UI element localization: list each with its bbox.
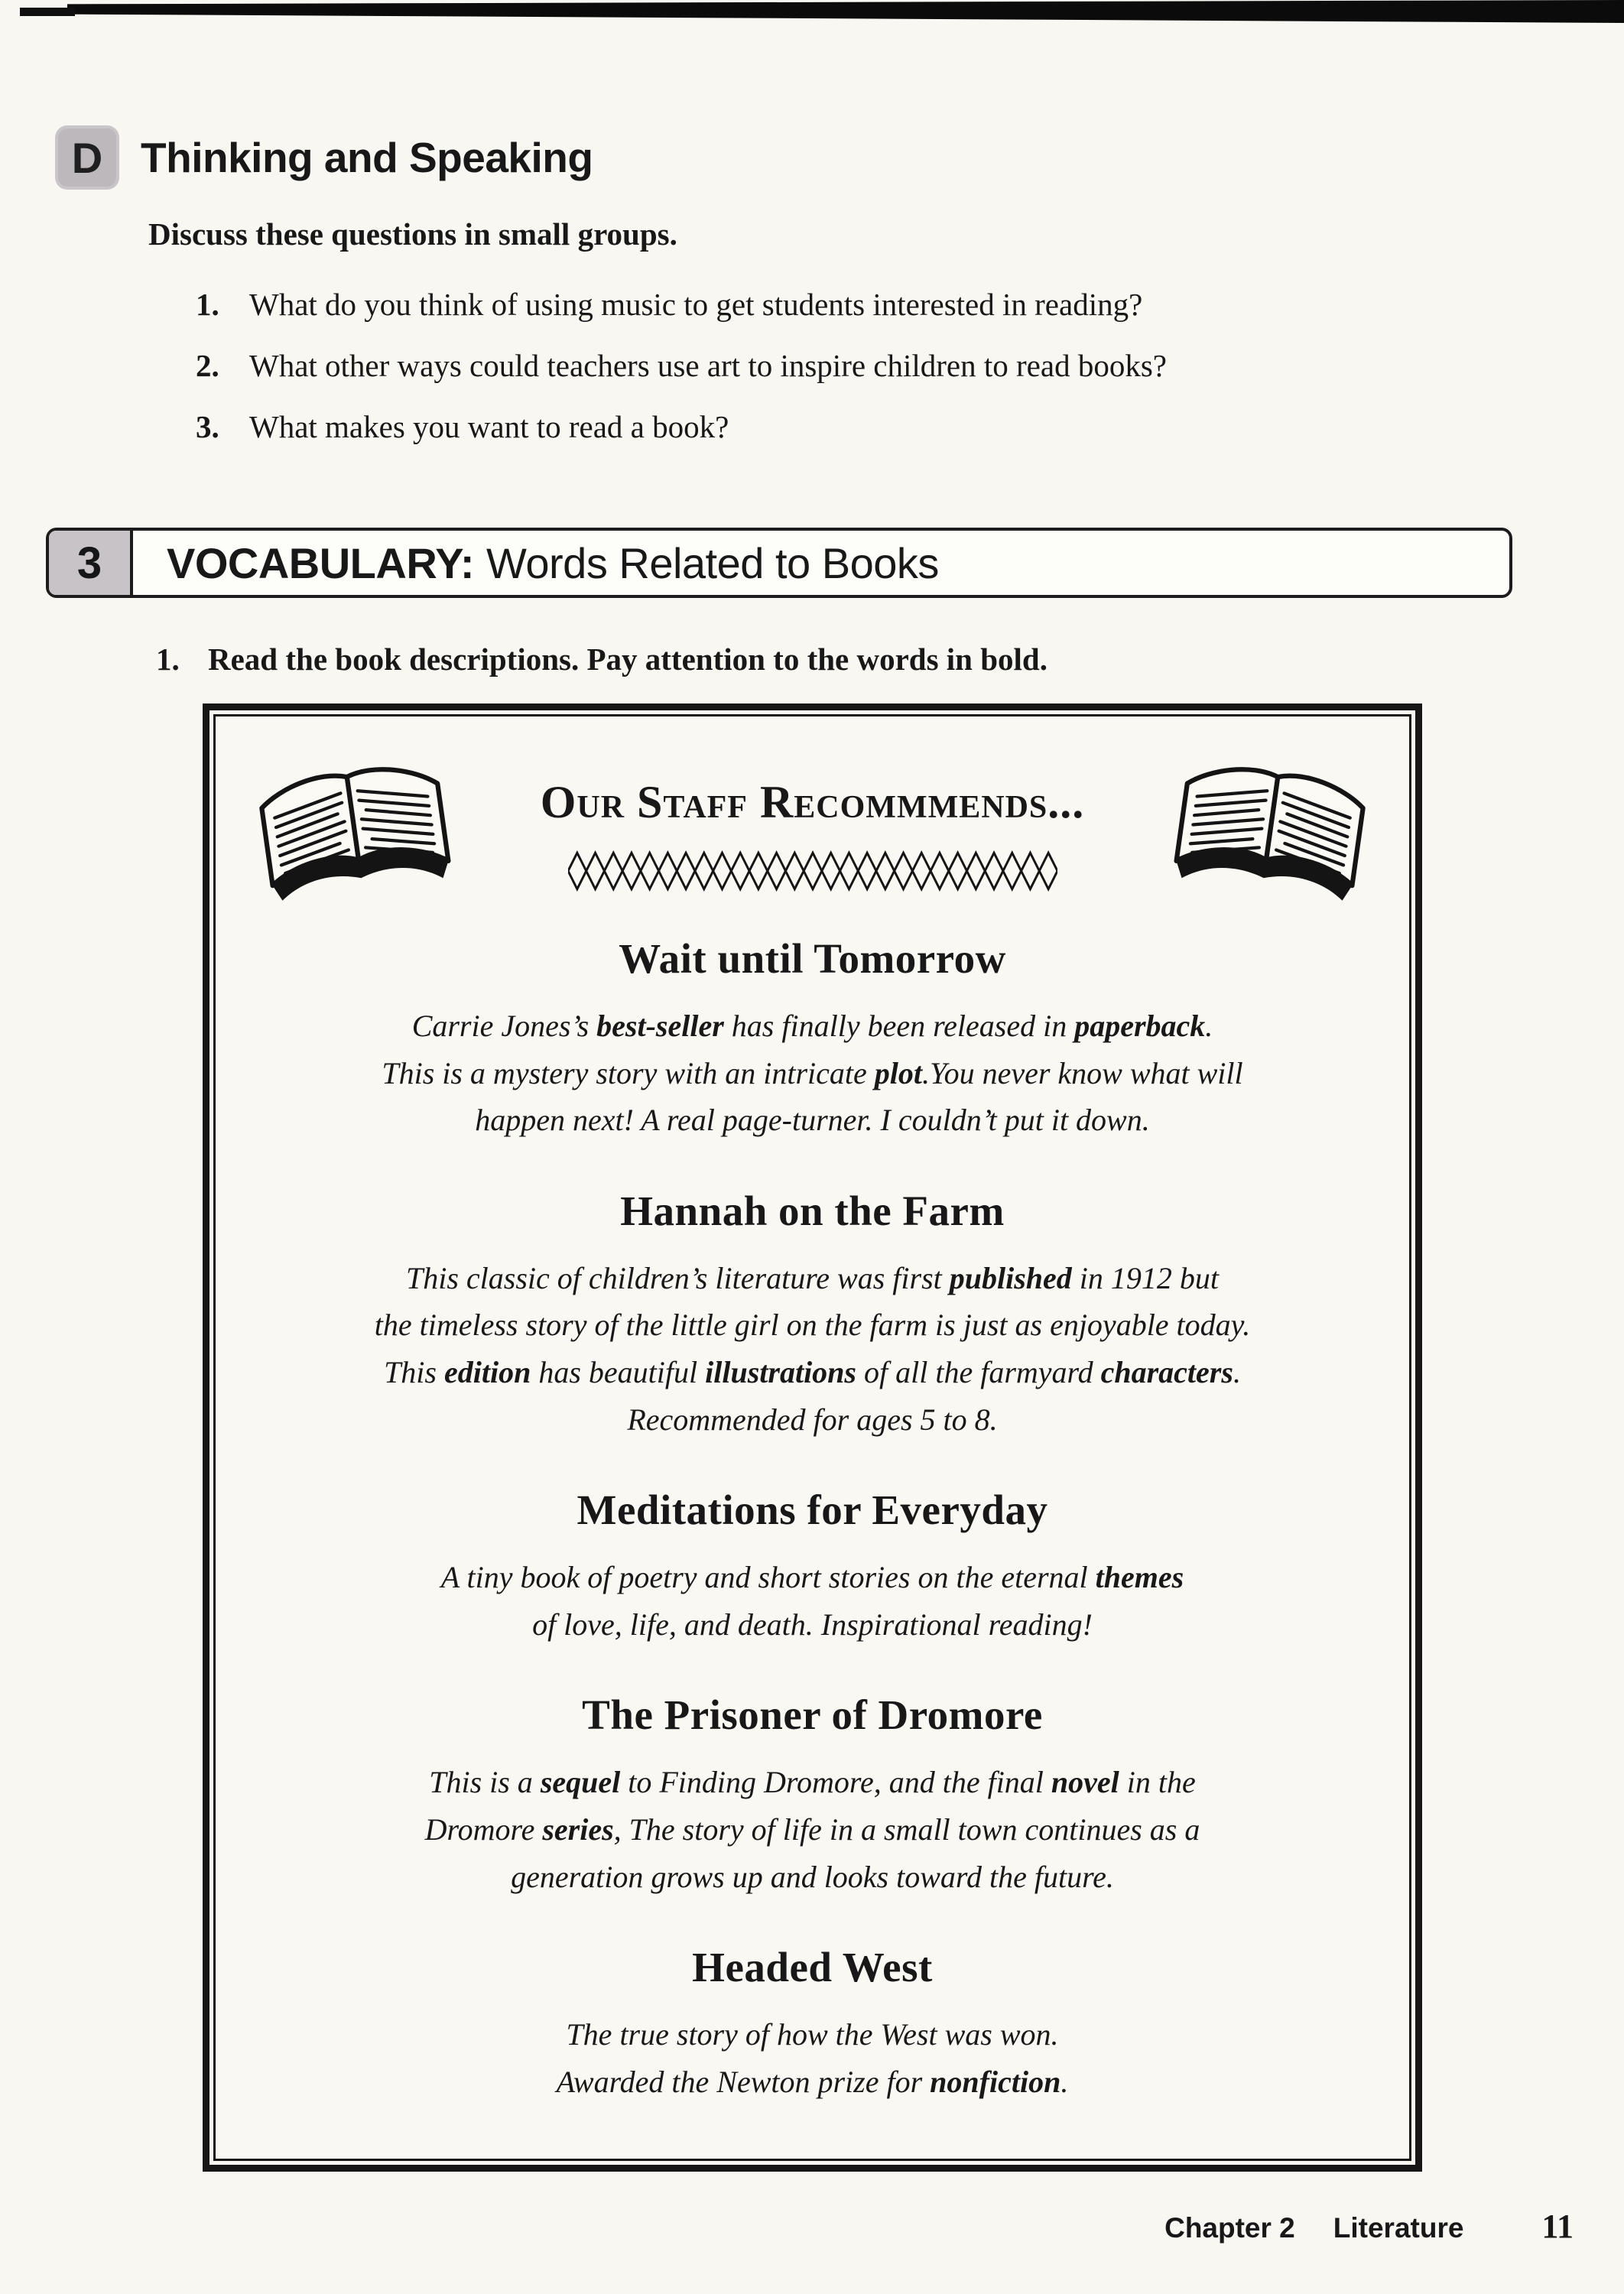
open-book-icon [245, 740, 463, 915]
question-item [196, 408, 1624, 445]
book-description: This is a sequel to Finding Dromore, and the final novel in the Dromore series, The story of life in a small town continues as a generation grows up and looks toward the future. [424, 1765, 1200, 1894]
diamond-divider [568, 850, 1057, 892]
question-list [196, 286, 1624, 445]
vocabulary-header-bar [46, 528, 1512, 598]
question-item [196, 347, 1624, 384]
book-list [254, 934, 1371, 2105]
section-thinking-and-speaking [0, 0, 1624, 445]
page-number: 11 [1541, 2208, 1574, 2245]
vocabulary-instruction [156, 641, 1624, 677]
book-entry [254, 1187, 1371, 1443]
vocabulary-label-bold: VOCABULARY: [167, 538, 475, 587]
question-text: What do you think of using music to get students interested in reading? [249, 287, 1143, 322]
question-number: 3. [196, 409, 219, 444]
open-book-icon [1161, 740, 1380, 915]
book-description: This classic of children’s literature was first published in 1912 but the timeless story of the little girl on the farm is just as enjoyable today. This edition has beautiful illustrations of all the farmyard characters. Recommended for ages 5 to 8. [374, 1260, 1251, 1437]
book-description: Carrie Jones’s best-seller has finally been released in paperback. This is a mystery story with an intricate plot.You never know what will happen next! A real page-turner. I couldn’t put it down. [382, 1009, 1243, 1138]
vocabulary-title [167, 538, 939, 588]
question-item [196, 286, 1624, 323]
staff-recommends-header [254, 753, 1371, 901]
book-title: Meditations for Everyday [577, 1487, 1048, 1534]
page-footer [1164, 2207, 1574, 2246]
scan-artifact-dash [20, 8, 75, 16]
book-entry [254, 1943, 1371, 2105]
section-letter-badge: D [58, 128, 116, 187]
book-title: Hannah on the Farm [620, 1187, 1005, 1234]
section-vocabulary [0, 528, 1624, 677]
book-description: A tiny book of poetry and short stories on the eternal themes of love, life, and death. Inspirational reading! [440, 1560, 1184, 1642]
question-number: 2. [196, 348, 219, 383]
question-number: 1. [196, 287, 219, 322]
book-title: Wait until Tomorrow [619, 935, 1006, 982]
section-header [58, 128, 1624, 187]
vocabulary-label-rest: Words Related to Books [486, 538, 939, 587]
footer-section: Literature [1333, 2212, 1464, 2244]
staff-recommends-box-inner [213, 714, 1411, 2161]
book-entry [254, 1691, 1371, 1900]
book-entry [254, 1486, 1371, 1648]
instruction-number: 1. [156, 642, 180, 677]
book-entry [254, 934, 1371, 1144]
instruction-text: Read the book descriptions. Pay attention to the words in bold. [208, 642, 1047, 677]
staff-recommends-title-block [454, 753, 1171, 895]
section-title: Thinking and Speaking [141, 134, 593, 181]
question-text: What makes you want to read a book? [249, 409, 729, 444]
book-title: The Prisoner of Dromore [582, 1691, 1043, 1739]
footer-chapter: Chapter 2 [1164, 2212, 1295, 2244]
staff-recommends-heading: Our Staff Recommmends... [540, 777, 1085, 827]
section-number-badge: 3 [49, 531, 133, 595]
section-instruction: Discuss these questions in small groups. [148, 216, 677, 252]
question-text: What other ways could teachers use art to inspire children to read books? [249, 348, 1167, 383]
book-title: Headed West [692, 1944, 933, 1991]
book-description: The true story of how the West was won. Awarded the Newton prize for nonfiction. [556, 2017, 1069, 2099]
staff-recommends-box [203, 703, 1422, 2172]
